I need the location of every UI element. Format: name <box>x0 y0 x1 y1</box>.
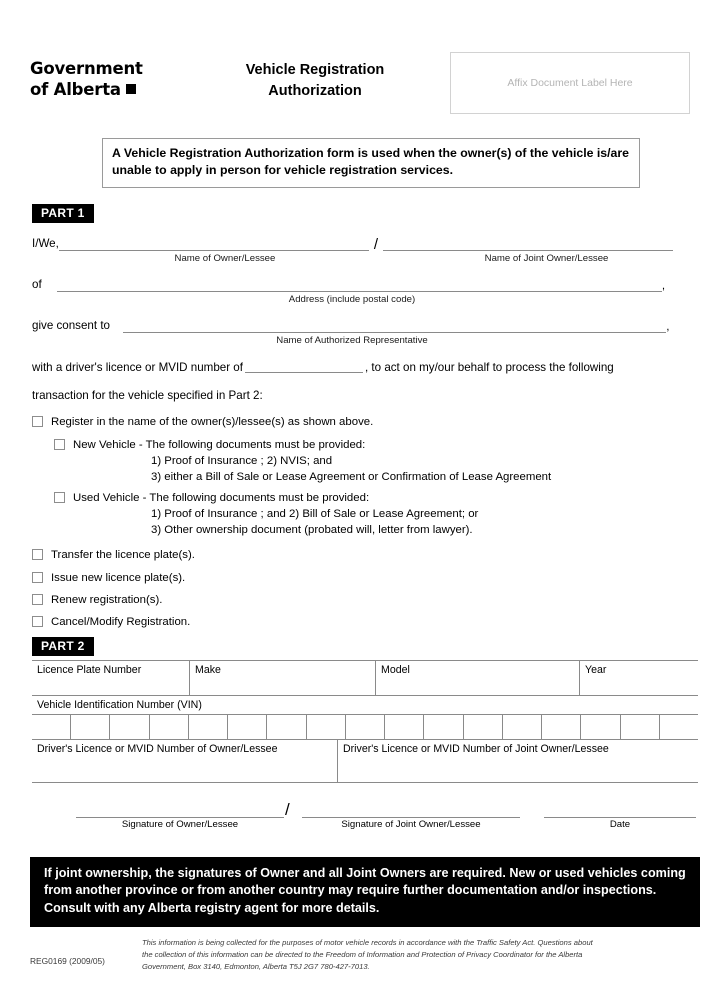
dl-joint-owner-label: Driver's Licence or MVID Number of Joint Owner/Lessee <box>343 742 609 755</box>
dl-joint-owner-field[interactable] <box>338 740 698 782</box>
checkbox-icon[interactable] <box>32 616 43 627</box>
mvid-number-input[interactable] <box>245 361 363 373</box>
gov-logo-line2: of Alberta <box>30 80 121 100</box>
vehicle-details-table <box>32 660 698 696</box>
part1-banner: PART 1 <box>32 204 94 223</box>
address-row <box>32 278 690 305</box>
of-label: of <box>32 277 42 291</box>
new-vehicle-doc-line: 1) Proof of Insurance ; 2) NVIS; and <box>151 454 333 467</box>
joint-signature-caption: Signature of Joint Owner/Lessee <box>341 818 481 830</box>
checkbox-label: Renew registration(s). <box>51 593 163 606</box>
instruction-box <box>102 138 640 188</box>
signature-separator: / <box>285 799 290 819</box>
new-vehicle-doc-line: 3) either a Bill of Sale or Lease Agreement or Confirmation of Lease Agreement <box>151 471 552 484</box>
vin-cell[interactable] <box>581 715 620 739</box>
iwe-label: I/We, <box>32 236 59 250</box>
privacy-notice: This information is being collected for the purposes of motor vehicle records in accordance with the Traffic Safety Act. Questions about the collection of this information can be directed to the Freedom of Information and Protection of Privacy Coordinator for the Alberta Government, Box 3140, Edmonton, Alberta T5J 2G7 780-427-7013. <box>142 938 593 971</box>
give-consent-label: give consent to <box>32 318 110 332</box>
new-vehicle-documents <box>151 454 690 486</box>
name-separator: / <box>373 235 379 253</box>
vin-label: Vehicle Identification Number (VIN) <box>32 696 698 715</box>
transaction-checkbox-list <box>32 415 690 630</box>
vin-cell[interactable] <box>32 715 71 739</box>
vin-cell[interactable] <box>346 715 385 739</box>
mvid-text-before: with a driver's licence or MVID number of <box>32 360 243 374</box>
vin-cell[interactable] <box>621 715 660 739</box>
page-footer <box>30 937 700 983</box>
owner-name-input[interactable] <box>59 238 369 251</box>
vin-cell[interactable] <box>189 715 228 739</box>
affix-document-label-text: Affix Document Label Here <box>507 77 633 89</box>
warning-text: If joint ownership, the signatures of Owner and all Joint Owners are required. New or used vehicles coming from another province or from another country may require further documentation and/or inspections. Consult with any Alberta registry agent for more details. <box>44 865 686 916</box>
checkbox-icon[interactable] <box>32 416 43 427</box>
vin-cell[interactable] <box>228 715 267 739</box>
checkbox-icon[interactable] <box>32 572 43 583</box>
vin-input-boxes[interactable] <box>32 715 698 740</box>
used-vehicle-documents <box>151 507 690 539</box>
checkbox-label: Register in the name of the owner(s)/lessee(s) as shown above. <box>51 416 374 429</box>
checkbox-used-vehicle[interactable] <box>54 491 690 506</box>
checkbox-cancel-modify-registration[interactable] <box>32 615 690 630</box>
vin-cell[interactable] <box>503 715 542 739</box>
vin-cell[interactable] <box>307 715 346 739</box>
address-input[interactable] <box>57 279 662 292</box>
address-caption: Address (include postal code) <box>288 293 416 305</box>
joint-owner-name-input[interactable] <box>383 238 673 251</box>
dl-owner-label: Driver's Licence or MVID Number of Owner/Lessee <box>37 742 278 755</box>
owner-names-row <box>32 237 690 264</box>
checkbox-label: Issue new licence plate(s). <box>51 571 186 584</box>
checkbox-label: Transfer the licence plate(s). <box>51 549 195 562</box>
owner-signature-caption: Signature of Owner/Lessee <box>121 818 239 830</box>
gov-logo-line1: Government <box>30 59 143 78</box>
instruction-text: A Vehicle Registration Authorization form is used when the owner(s) of the vehicle is/are unable to apply in person for vehicle registration services. <box>112 146 630 178</box>
checkbox-label: New Vehicle - The following documents must be provided: <box>73 438 366 451</box>
dl-owner-field[interactable] <box>32 740 338 782</box>
used-vehicle-doc-line: 3) Other ownership document (probated will, letter from lawyer). <box>151 524 473 537</box>
part2-banner: PART 2 <box>32 637 94 656</box>
address-comma: , <box>661 278 666 292</box>
checkbox-label: Used Vehicle - The following documents must be provided: <box>73 491 370 504</box>
signature-area <box>32 799 698 845</box>
vin-cell[interactable] <box>150 715 189 739</box>
representative-caption: Name of Authorized Representative <box>276 334 428 346</box>
checkbox-icon[interactable] <box>54 492 65 503</box>
part1-banner-wrap <box>32 204 720 223</box>
vin-cell[interactable] <box>660 715 698 739</box>
vin-cell[interactable] <box>110 715 149 739</box>
checkbox-renew-registration[interactable] <box>32 593 690 608</box>
date-input[interactable] <box>544 817 696 818</box>
checkbox-transfer-plate[interactable] <box>32 548 690 563</box>
part2-banner-wrap <box>32 637 720 656</box>
checkbox-label: Cancel/Modify Registration. <box>51 616 191 629</box>
vin-cell[interactable] <box>424 715 463 739</box>
page-title-line1: Vehicle Registration <box>245 62 385 78</box>
warning-banner <box>30 857 700 928</box>
page-header <box>30 52 690 124</box>
part1-body <box>32 237 690 631</box>
representative-comma: , <box>666 319 670 333</box>
representative-name-input[interactable] <box>123 320 666 333</box>
checkbox-issue-new-plate[interactable] <box>32 571 690 586</box>
vin-cell[interactable] <box>267 715 306 739</box>
joint-owner-name-caption: Name of Joint Owner/Lessee <box>484 252 609 264</box>
table-row <box>32 661 698 695</box>
form-code: REG0169 (2009/05) <box>30 956 105 967</box>
transaction-line: transaction for the vehicle specified in Part 2: <box>32 388 263 402</box>
vin-cell[interactable] <box>385 715 424 739</box>
mvid-text-after: , to act on my/our behalf to process the following <box>364 360 614 374</box>
used-vehicle-doc-line: 1) Proof of Insurance ; and 2) Bill of Sale or Lease Agreement; or <box>151 507 479 520</box>
vin-cell[interactable] <box>71 715 110 739</box>
alberta-square-icon <box>126 84 136 94</box>
joint-signature-input[interactable] <box>302 817 520 818</box>
gov-logo-line2-wrap <box>30 79 143 100</box>
page-title-line2: Authorization <box>268 83 362 100</box>
column-header-year[interactable]: Year <box>585 663 607 676</box>
vin-cell[interactable] <box>464 715 503 739</box>
column-header-licence-plate[interactable]: Licence Plate Number <box>32 661 190 695</box>
column-header-make[interactable]: Make <box>190 661 376 695</box>
checkbox-register-owner[interactable] <box>32 415 690 430</box>
page-title <box>190 60 440 102</box>
government-of-alberta-logo <box>30 58 143 100</box>
representative-row <box>32 319 690 346</box>
owner-names-captions <box>32 251 690 264</box>
owner-name-caption: Name of Owner/Lessee <box>174 252 276 264</box>
vin-cell[interactable] <box>542 715 581 739</box>
checkbox-icon[interactable] <box>32 549 43 560</box>
owner-signature-input[interactable] <box>76 817 284 818</box>
mvid-paragraph <box>32 361 690 375</box>
drivers-licence-row <box>32 740 698 783</box>
column-header-model[interactable]: Model <box>376 661 580 695</box>
date-caption: Date <box>609 818 631 830</box>
checkbox-new-vehicle[interactable] <box>54 438 690 453</box>
checkbox-icon[interactable] <box>32 594 43 605</box>
form-page <box>0 52 720 983</box>
checkbox-icon[interactable] <box>54 439 65 450</box>
affix-document-label-box <box>450 52 690 114</box>
